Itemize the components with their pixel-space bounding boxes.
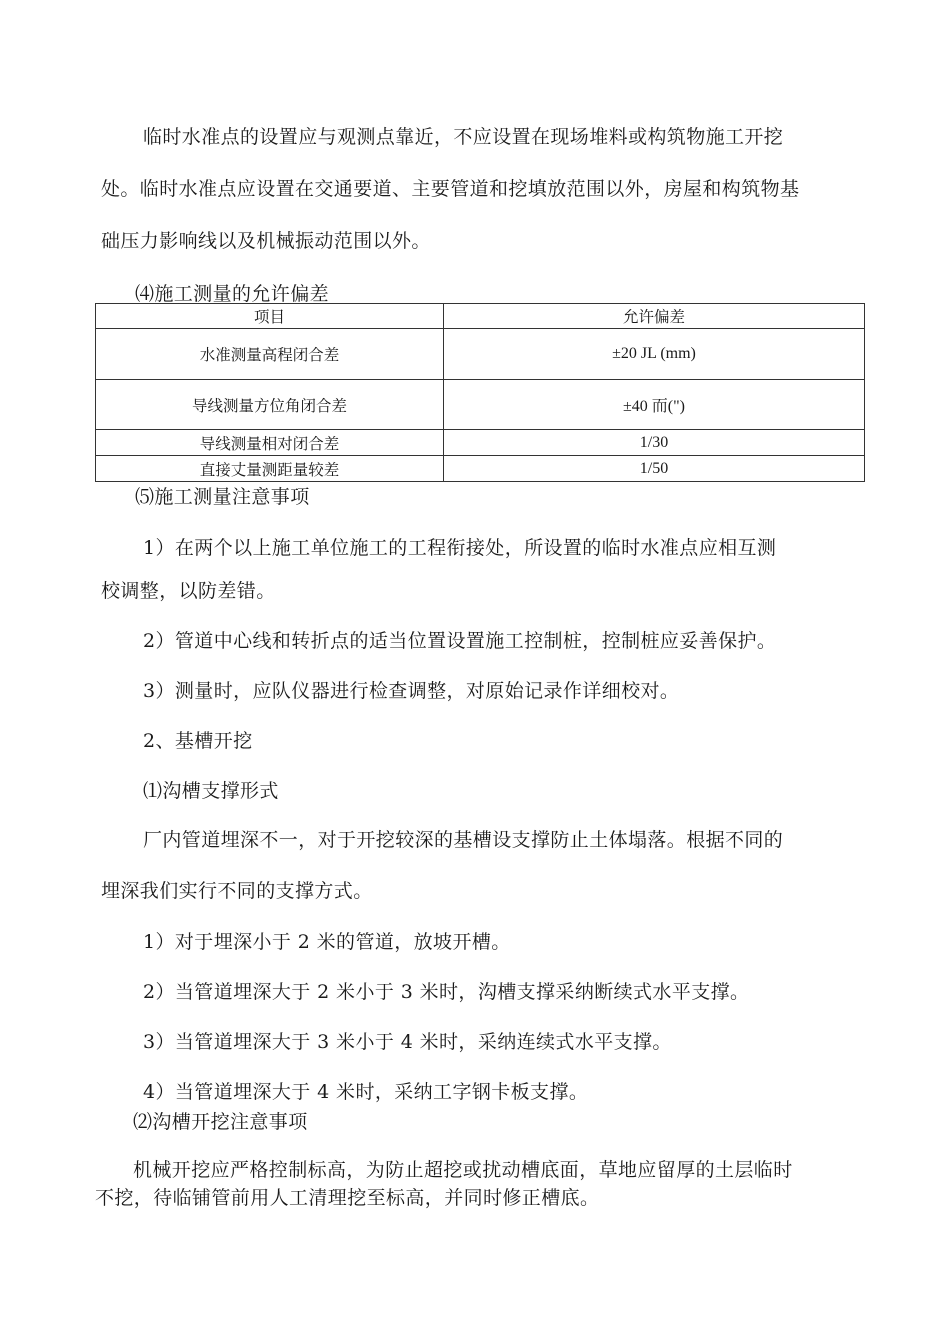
subheading-excavation-notes: ⑵沟槽开挖注意事项 bbox=[133, 1111, 308, 1133]
tolerance-table bbox=[95, 303, 865, 482]
method-3: 3）当管道埋深大于 3 米小于 4 米时，采纳连续式水平支撑。 bbox=[143, 1031, 672, 1053]
paragraph-excavation-line2: 不挖，待临铺管前用人工清理挖至标高，并同时修正槽底。 bbox=[95, 1187, 600, 1209]
table-cell: 导线测量相对闭合差 bbox=[96, 430, 444, 456]
paragraph-excavation-line1: 机械开挖应严格控制标高，为防止超挖或扰动槽底面，草地应留厚的土层临时 bbox=[133, 1159, 793, 1181]
table-header-item: 项目 bbox=[96, 304, 444, 329]
note-3: 3）测量时，应队仪器进行检查调整，对原始记录作详细校对。 bbox=[143, 680, 680, 702]
table-cell: 1/30 bbox=[444, 430, 865, 456]
method-4: 4）当管道埋深大于 4 米时，采纳工字钢卡板支撑。 bbox=[143, 1081, 589, 1103]
table-cell: 导线测量方位角闭合差 bbox=[96, 380, 444, 430]
paragraph-benchmark-line3: 础压力影响线以及机械振动范围以外。 bbox=[101, 230, 431, 252]
table-header-tolerance: 允许偏差 bbox=[444, 304, 865, 329]
paragraph-benchmark-line2: 处。临时水准点应设置在交通要道、主要管道和挖填放范围以外，房屋和构筑物基 bbox=[101, 178, 800, 200]
paragraph-support-line1: 厂内管道埋深不一，对于开挖较深的基槽设支撑防止土体塌落。根据不同的 bbox=[143, 829, 784, 851]
table-row bbox=[96, 380, 865, 430]
heading-notes: ⑸施工测量注意事项 bbox=[135, 486, 310, 508]
note-2: 2）管道中心线和转折点的适当位置设置施工控制桩，控制桩应妥善保护。 bbox=[143, 630, 777, 652]
table-cell: 直接丈量测距量较差 bbox=[96, 456, 444, 482]
note-1-line2: 校调整，以防差错。 bbox=[101, 580, 276, 602]
note-1-line1: 1）在两个以上施工单位施工的工程衔接处，所设置的临时水准点应相互测 bbox=[143, 537, 777, 559]
method-1: 1）对于埋深小于 2 米的管道，放坡开槽。 bbox=[143, 931, 511, 953]
table-header-row bbox=[96, 304, 865, 329]
table-cell: 1/50 bbox=[444, 456, 865, 482]
subheading-support-form: ⑴沟槽支撑形式 bbox=[143, 780, 279, 802]
table-cell: ±40 而(") bbox=[444, 380, 865, 430]
section-heading-excavation: 2、基槽开挖 bbox=[143, 730, 253, 752]
table-row bbox=[96, 430, 865, 456]
table-cell: 水准测量高程闭合差 bbox=[96, 329, 444, 380]
paragraph-benchmark-line1: 临时水准点的设置应与观测点靠近，不应设置在现场堆料或构筑物施工开挖 bbox=[143, 126, 784, 148]
heading-tolerance: ⑷施工测量的允许偏差 bbox=[135, 283, 330, 305]
table-row bbox=[96, 456, 865, 482]
paragraph-support-line2: 埋深我们实行不同的支撑方式。 bbox=[101, 880, 373, 902]
method-2: 2）当管道埋深大于 2 米小于 3 米时，沟槽支撑采纳断续式水平支撑。 bbox=[143, 981, 750, 1003]
table-row bbox=[96, 329, 865, 380]
table-cell: ±20 JL (mm) bbox=[444, 329, 865, 380]
